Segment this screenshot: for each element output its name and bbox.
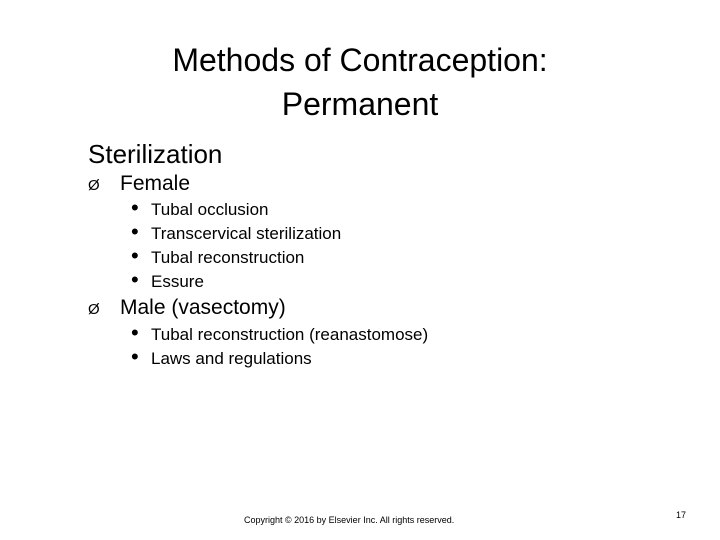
list-item-text: Tubal reconstruction (reanastomose)	[151, 325, 429, 344]
list-item	[131, 320, 429, 346]
bullet-sterilization	[42, 138, 222, 170]
dot-bullet-icon: •	[131, 219, 139, 244]
list-item	[131, 267, 204, 293]
dot-bullet-icon: •	[131, 195, 139, 220]
title-line-1: Methods of Contraception:	[172, 42, 548, 78]
list-item	[131, 219, 342, 245]
copyright-notice: Copyright © 2016 by Elsevier Inc. All rights reserved.	[244, 515, 455, 525]
title-line-2: Permanent	[281, 86, 439, 122]
bullet-female	[88, 171, 190, 199]
list-item-text: Tubal reconstruction	[151, 248, 305, 267]
bullet-text: Male (vasectomy)	[120, 296, 286, 319]
list-item	[131, 195, 269, 221]
page-number: 17	[676, 510, 687, 520]
arrow-bullet-icon: Ø	[88, 177, 100, 194]
dot-bullet-icon: •	[131, 267, 139, 292]
dot-bullet-icon: •	[131, 243, 139, 268]
dot-bullet-icon: •	[131, 320, 139, 345]
slide-title	[60, 38, 660, 126]
dot-bullet-icon: •	[131, 344, 139, 369]
bullet-text: Sterilization	[88, 139, 223, 169]
list-item-text: Essure	[151, 272, 204, 291]
list-item	[131, 243, 305, 269]
arrow-bullet-icon: Ø	[88, 301, 100, 318]
bullet-male	[88, 295, 286, 323]
bullet-text: Female	[120, 172, 191, 195]
list-item-text: Tubal occlusion	[151, 200, 269, 219]
list-item	[131, 344, 312, 370]
list-item-text: Laws and regulations	[151, 349, 312, 368]
list-item-text: Transcervical sterilization	[151, 224, 342, 243]
